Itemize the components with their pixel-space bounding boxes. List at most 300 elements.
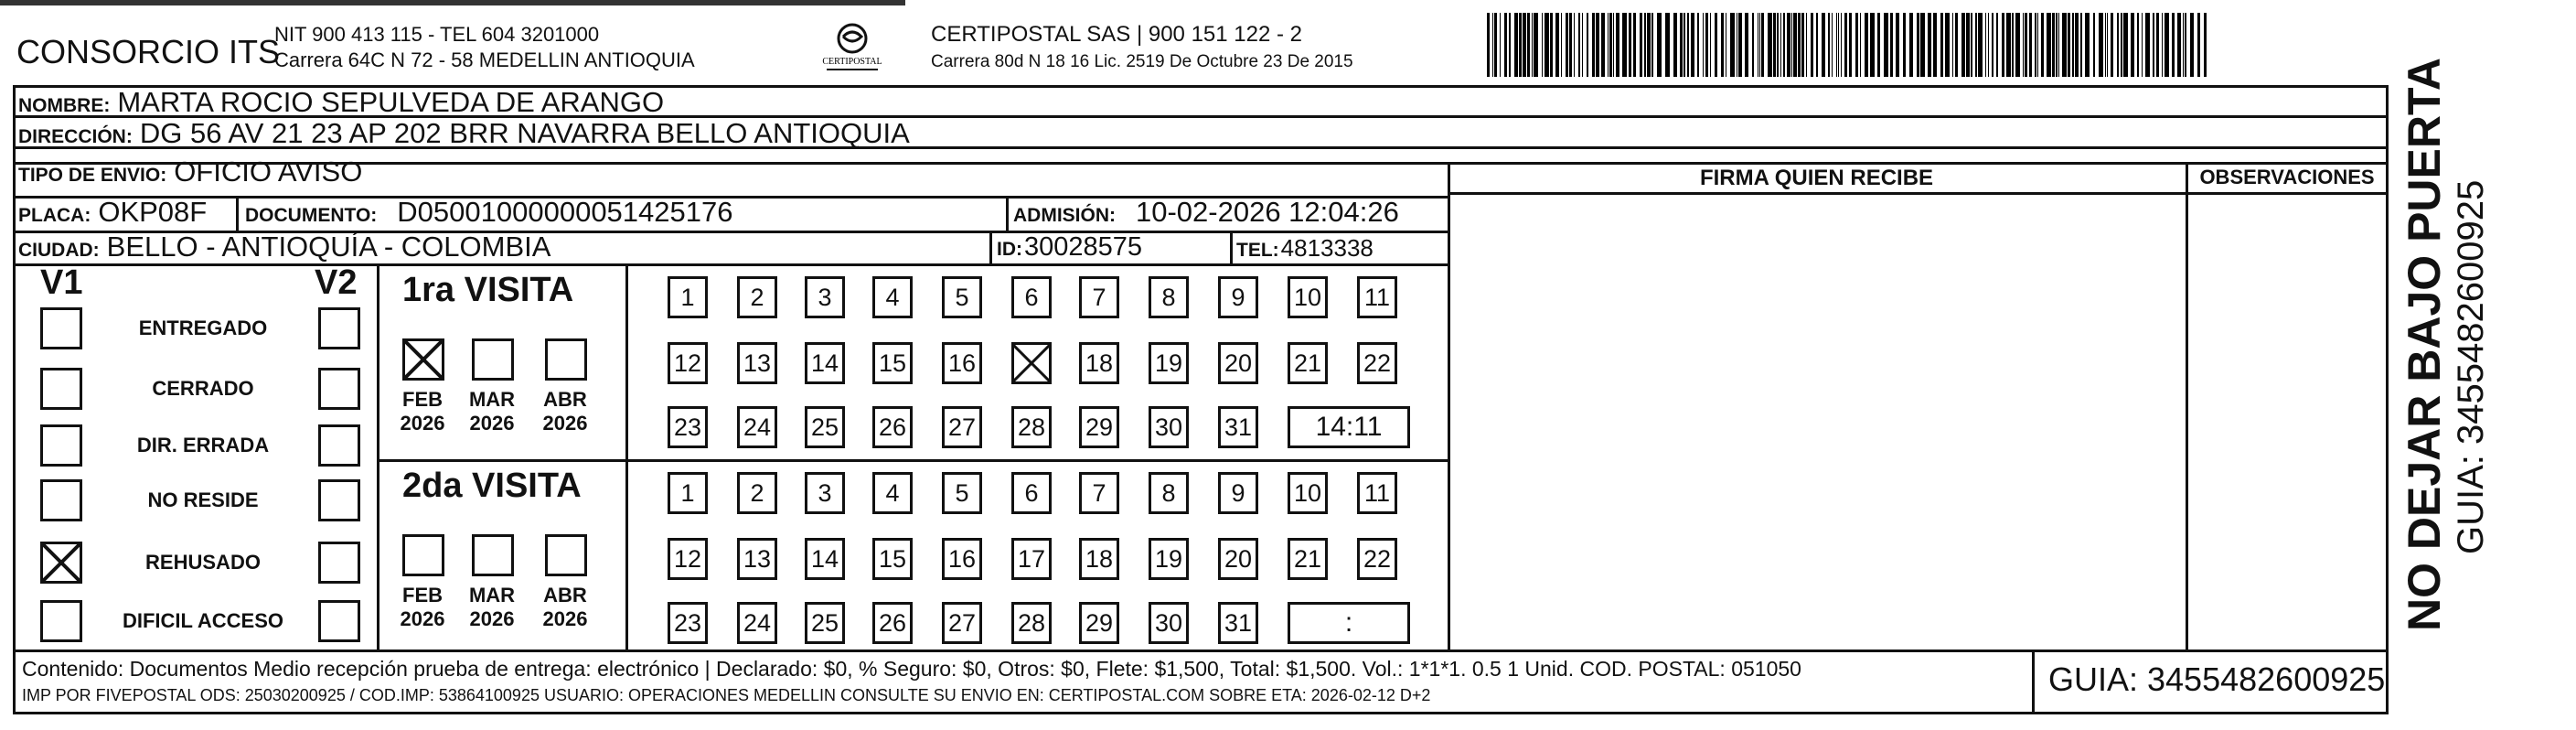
visit-day-box[interactable]: 30 [1149, 602, 1189, 644]
month-year: 2026 [400, 412, 445, 435]
recipient-address: DG 56 AV 21 23 AP 202 BRR NAVARRA BELLO ANTIOQUIA [139, 117, 910, 149]
divider [236, 196, 239, 231]
visit-title: 1ra VISITA [402, 271, 574, 309]
visit-month-checkbox[interactable] [545, 534, 587, 576]
barcode-bar [2131, 13, 2134, 77]
barcode-bar [2035, 13, 2036, 77]
visit-day-box[interactable]: 30 [1149, 406, 1189, 448]
visit-day-box[interactable]: 1 [668, 472, 708, 514]
svg-text:CERTIPOSTAL: CERTIPOSTAL [822, 57, 882, 67]
barcode-bar [1822, 13, 1825, 77]
barcode-bar [1985, 13, 1986, 77]
visit-day-box[interactable]: 13 [737, 538, 777, 580]
visit-day-box[interactable]: 8 [1149, 472, 1189, 514]
barcode-bar [2105, 13, 2106, 77]
barcode-bar [1616, 13, 1619, 77]
type-label: TIPO DE ENVIO: [18, 165, 167, 186]
visit-day-box[interactable]: 28 [1011, 406, 1052, 448]
visit-day-box[interactable]: 31 [1218, 602, 1258, 644]
plate-row [18, 196, 207, 229]
id-row [997, 232, 1142, 263]
visit-day-box[interactable]: 7 [1079, 472, 1119, 514]
top-rule [0, 0, 905, 5]
barcode-bar [1542, 13, 1543, 77]
barcode-bar [1578, 13, 1580, 77]
barcode-bar [2072, 13, 2074, 77]
visit-day-box[interactable]: 5 [942, 276, 982, 318]
barcode-bar [1561, 13, 1562, 77]
recipient-name: MARTA ROCIO SEPULVEDA DE ARANGO [117, 86, 665, 118]
barcode-bar [1849, 13, 1852, 77]
signature-area[interactable] [1451, 196, 2183, 648]
admission-row [1013, 196, 1399, 229]
visit-month-label [465, 388, 519, 435]
barcode [1487, 13, 2209, 77]
barcode-bar [2002, 13, 2004, 77]
visit-day-box[interactable]: 22 [1357, 538, 1397, 580]
city-label: CIUDAD: [18, 240, 100, 261]
visit-day-box[interactable]: 11 [1357, 472, 1397, 514]
barcode-bar [1492, 13, 1493, 77]
barcode-bar [1680, 13, 1683, 77]
visit-day-box[interactable]: 15 [872, 342, 913, 384]
barcode-bar [1608, 13, 1609, 77]
month-year: 2026 [400, 607, 445, 630]
barcode-bar [1555, 13, 1559, 77]
barcode-bar [1644, 13, 1646, 77]
divider [377, 263, 379, 649]
barcode-bar [2172, 13, 2175, 77]
footer-guia: GUIA: 3455482600925 [2048, 660, 2386, 698]
visit-month-label [538, 388, 593, 435]
barcode-bar [2062, 13, 2067, 77]
plate-label: PLACA: [18, 205, 91, 226]
barcode-bar [1783, 13, 1785, 77]
barcode-bar [1828, 13, 1830, 77]
plate: OKP08F [98, 196, 208, 228]
barcode-bar [2052, 13, 2055, 77]
divider [625, 263, 628, 649]
visit-day-box[interactable]: 5 [942, 472, 982, 514]
barcode-bar [1687, 13, 1689, 77]
status-v2-checkbox[interactable] [318, 479, 360, 521]
barcode-bar [2111, 13, 2113, 77]
barcode-bar [2099, 13, 2103, 77]
barcode-bar [1738, 13, 1742, 77]
barcode-bar [1988, 13, 1989, 77]
barcode-bar [2162, 13, 2163, 77]
status-label: ENTREGADO [138, 317, 268, 339]
barcode-bar [1715, 13, 1717, 77]
tel-row [1236, 234, 1374, 263]
barcode-bar [1550, 13, 1553, 77]
visit-day-box[interactable]: 27 [942, 602, 982, 644]
barcode-bar [2197, 13, 2200, 77]
month-year: 2026 [542, 412, 588, 435]
barcode-bar [1640, 13, 1642, 77]
recipient-id: 30028575 [1024, 232, 1143, 262]
visit-day-box[interactable]: 22 [1357, 342, 1397, 384]
visit-day-box[interactable]: 10 [1288, 276, 1328, 318]
barcode-bar [1920, 13, 1925, 77]
barcode-bar [1705, 13, 1708, 77]
barcode-bar [2075, 13, 2079, 77]
visit-day-box[interactable] [1011, 342, 1052, 384]
carrier-address: Carrera 80d N 18 16 Lic. 2519 De Octubre 23 De 2015 [931, 52, 1353, 71]
barcode-bar [1613, 13, 1614, 77]
visit-day-box[interactable]: 26 [872, 406, 913, 448]
visit-day-box[interactable]: 2 [737, 472, 777, 514]
barcode-bar [1884, 13, 1888, 77]
barcode-bar [1697, 13, 1699, 77]
barcode-bar [1494, 13, 1497, 77]
barcode-bar [1971, 13, 1972, 77]
barcode-bar [1633, 13, 1636, 77]
visit-day-box[interactable]: 12 [668, 342, 708, 384]
type-row [18, 156, 362, 188]
barcode-bar [1909, 13, 1913, 77]
observations-label: OBSERVACIONES [2199, 166, 2375, 188]
visit-day-box[interactable]: 12 [668, 538, 708, 580]
visit-day-box[interactable]: 31 [1218, 406, 1258, 448]
barcode-bar [1582, 13, 1583, 77]
barcode-bar [1730, 13, 1735, 77]
month-name: MAR [468, 584, 516, 607]
barcode-bar [1793, 13, 1797, 77]
month-name: ABR [543, 584, 587, 607]
barcode-bar [1487, 13, 1490, 77]
barcode-bar [1838, 13, 1839, 77]
visit-day-box[interactable]: 6 [1011, 472, 1052, 514]
visit-day-box[interactable]: 15 [872, 538, 913, 580]
month-year: 2026 [469, 412, 515, 435]
barcode-bar [2058, 13, 2059, 77]
barcode-bar [2190, 13, 2194, 77]
barcode-bar [1890, 13, 1893, 77]
visit-day-box[interactable]: 4 [872, 276, 913, 318]
barcode-bar [1622, 13, 1627, 77]
visit-day-box[interactable]: 29 [1079, 602, 1119, 644]
status-label: DIFICIL ACCESO [122, 609, 283, 632]
barcode-bar [1952, 13, 1953, 77]
barcode-bar [1773, 13, 1776, 77]
side-text [2398, 9, 2544, 631]
divider [13, 263, 1450, 266]
status-label: DIR. ERRADA [136, 434, 270, 456]
barcode-bar [1703, 13, 1704, 77]
barcode-bar [2177, 13, 2181, 77]
barcode-bar [2142, 13, 2143, 77]
month-year: 2026 [469, 607, 515, 630]
visit-day-box[interactable]: 13 [737, 342, 777, 384]
barcode-bar [1566, 13, 1568, 77]
barcode-bar [1532, 13, 1533, 77]
status-v2-checkbox[interactable] [318, 307, 360, 349]
barcode-bar [1647, 13, 1651, 77]
visit-day-box[interactable]: 29 [1079, 406, 1119, 448]
barcode-bar [2080, 13, 2082, 77]
footer-content: Contenido: Documentos Medio recepción prueba de entrega: electrónico | Declarado: $0, % Seguro: $0, Otros: $0, Flete: $1,500, Total: $1,500. Vol.: 1*1*1. 0.5 1 Unid. COD. POSTAL: 051050 [22, 657, 1801, 681]
barcode-bar [1865, 13, 1868, 77]
barcode-bar [1534, 13, 1538, 77]
city: BELLO - ANTIOQUÍA - COLOMBIA [106, 231, 551, 263]
visit-month-label [395, 388, 450, 435]
company-address: Carrera 64C N 72 - 58 MEDELLIN ANTIOQUIA [274, 48, 695, 71]
barcode-bar [1777, 13, 1779, 77]
barcode-bar [1961, 13, 1965, 77]
barcode-bar [1928, 13, 1931, 77]
barcode-bar [1801, 13, 1804, 77]
divider [1448, 192, 2389, 195]
visit-day-box[interactable]: 8 [1149, 276, 1189, 318]
visit-month-label [465, 584, 519, 631]
visit-time[interactable]: 14:11 [1288, 406, 1410, 448]
barcode-bar [1745, 13, 1748, 77]
visit-time[interactable]: : [1288, 602, 1410, 644]
barcode-bar [1657, 13, 1662, 77]
barcode-bar [1917, 13, 1919, 77]
admission-label: ADMISIÓN: [1013, 205, 1116, 226]
divider [1006, 196, 1009, 231]
visit-month-checkbox[interactable] [402, 534, 444, 576]
visit-month-label [395, 584, 450, 631]
visit-day-box[interactable]: 7 [1079, 276, 1119, 318]
visit-day-box[interactable]: 19 [1149, 342, 1189, 384]
barcode-bar [2056, 13, 2058, 77]
barcode-bar [2015, 13, 2020, 77]
visit-day-box[interactable]: 11 [1357, 276, 1397, 318]
document-row [245, 196, 732, 229]
visit-day-box[interactable]: 26 [872, 602, 913, 644]
visit-day-box[interactable]: 21 [1288, 342, 1328, 384]
status-v2-checkbox[interactable] [318, 600, 360, 642]
visit-month-checkbox[interactable] [545, 338, 587, 381]
visit-day-box[interactable]: 23 [668, 602, 708, 644]
barcode-bar [1545, 13, 1549, 77]
visit-day-box[interactable]: 18 [1079, 342, 1119, 384]
barcode-bar [1816, 13, 1818, 77]
barcode-bar [2068, 13, 2070, 77]
barcode-bar [1992, 13, 1993, 77]
barcode-bar [1665, 13, 1670, 77]
barcode-bar [1855, 13, 1858, 77]
barcode-bar [1504, 13, 1507, 77]
barcode-bar [1601, 13, 1605, 77]
visit-day-box[interactable]: 24 [737, 602, 777, 644]
shipment-type: OFICIO AVISO [174, 156, 363, 188]
status-v1-checkbox[interactable] [40, 600, 82, 642]
barcode-bar [2183, 13, 2184, 77]
divider [1448, 162, 1450, 649]
address-row [18, 117, 910, 150]
company-name: CONSORCIO ITS [16, 33, 281, 70]
barcode-bar [2123, 13, 2128, 77]
recipient-tel: 4813338 [1280, 234, 1374, 262]
barcode-bar [2145, 13, 2150, 77]
visit-day-box[interactable]: 16 [942, 342, 982, 384]
barcode-bar [2093, 13, 2095, 77]
divider [1230, 231, 1233, 263]
visit-day-box[interactable]: 25 [805, 602, 845, 644]
admission-date: 10-02-2026 12:04:26 [1136, 196, 1399, 228]
visit-day-box[interactable]: 14 [805, 538, 845, 580]
visit-title: 2da VISITA [402, 467, 582, 505]
barcode-bar [2137, 13, 2139, 77]
barcode-bar [1841, 13, 1842, 77]
visit-day-box[interactable]: 3 [805, 472, 845, 514]
visit-day-box[interactable]: 20 [1218, 342, 1258, 384]
visit-day-box[interactable]: 27 [942, 406, 982, 448]
barcode-bar [2047, 13, 2051, 77]
barcode-bar [1514, 13, 1518, 77]
status-v1-checkbox[interactable] [40, 307, 82, 349]
barcode-bar [1791, 13, 1792, 77]
visit-month-checkbox[interactable] [472, 338, 514, 381]
barcode-bar [1975, 13, 1977, 77]
visit-month-checkbox[interactable] [472, 534, 514, 576]
status-label: REHUSADO [145, 551, 261, 574]
barcode-bar [1798, 13, 1801, 77]
divider [2032, 649, 2035, 714]
barcode-bar [2107, 13, 2108, 77]
visit-day-box[interactable]: 1 [668, 276, 708, 318]
barcode-bar [1673, 13, 1677, 77]
status-v2-checkbox[interactable] [318, 424, 360, 467]
status-v2-checkbox[interactable] [318, 542, 360, 584]
visit-day-box[interactable]: 25 [805, 406, 845, 448]
barcode-bar [2037, 13, 2038, 77]
status-label: NO RESIDE [147, 488, 259, 511]
barcode-bar [1836, 13, 1837, 77]
visit-day-box[interactable]: 9 [1218, 276, 1258, 318]
status-v1-checkbox[interactable] [40, 368, 82, 410]
divider [989, 231, 992, 263]
barcode-bar [2156, 13, 2159, 77]
month-name: MAR [468, 388, 516, 411]
barcode-bar [1903, 13, 1906, 77]
month-name: FEB [402, 388, 443, 411]
visit-day-box[interactable]: 17 [1011, 538, 1052, 580]
barcode-bar [1768, 13, 1772, 77]
month-year: 2026 [542, 607, 588, 630]
barcode-bar [2121, 13, 2122, 77]
visit-day-box[interactable]: 10 [1288, 472, 1328, 514]
barcode-bar [1860, 13, 1861, 77]
barcode-bar [1569, 13, 1572, 77]
divider [377, 459, 1448, 462]
status-v1-checkbox[interactable] [40, 479, 82, 521]
barcode-bar [1870, 13, 1875, 77]
certipostal-logo [808, 20, 896, 73]
do-not-leave-under-door: NO DEJAR BAJO PUERTA [2399, 58, 2450, 631]
id-label: ID: [997, 239, 1022, 260]
month-name: FEB [402, 584, 443, 607]
barcode-bar [1806, 13, 1807, 77]
barcode-bar [1811, 13, 1813, 77]
visit-day-box[interactable]: 19 [1149, 538, 1189, 580]
visit-day-box[interactable]: 20 [1218, 538, 1258, 580]
barcode-bar [2204, 13, 2207, 77]
name-label: NOMBRE: [18, 95, 111, 116]
visit-day-box[interactable]: 16 [942, 538, 982, 580]
barcode-bar [2012, 13, 2014, 77]
barcode-bar [1844, 13, 1847, 77]
barcode-bar [1592, 13, 1595, 77]
tel-label: TEL: [1236, 240, 1279, 261]
barcode-bar [1721, 13, 1724, 77]
carrier-name: CERTIPOSTAL SAS | 900 151 122 - 2 [931, 22, 1302, 47]
name-row [18, 86, 664, 119]
barcode-bar [1780, 13, 1781, 77]
barcode-bar [1896, 13, 1899, 77]
barcode-bar [2185, 13, 2186, 77]
document-number: D05001000000051425176 [397, 196, 733, 228]
barcode-bar [1933, 13, 1937, 77]
barcode-bar [1683, 13, 1685, 77]
signature-label: FIRMA QUIEN RECIBE [1699, 166, 1934, 190]
status-v1-checkbox[interactable] [40, 542, 82, 584]
barcode-bar [1759, 13, 1760, 77]
barcode-bar [2117, 13, 2119, 77]
barcode-bar [2025, 13, 2027, 77]
visit-day-box[interactable]: 18 [1079, 538, 1119, 580]
barcode-bar [1710, 13, 1711, 77]
visit-day-box[interactable]: 4 [872, 472, 913, 514]
barcode-bar [2023, 13, 2024, 77]
visit-day-box[interactable]: 9 [1218, 472, 1258, 514]
observations-area[interactable] [2189, 196, 2384, 648]
divider [13, 162, 2389, 165]
visit-day-box[interactable]: 21 [1288, 538, 1328, 580]
visit-day-box[interactable]: 14 [805, 342, 845, 384]
barcode-bar [1509, 13, 1511, 77]
barcode-bar [1832, 13, 1833, 77]
address-label: DIRECCIÓN: [18, 126, 133, 147]
status-v2-checkbox[interactable] [318, 368, 360, 410]
visit-day-box[interactable]: 24 [737, 406, 777, 448]
visit-day-box[interactable]: 2 [737, 276, 777, 318]
company-nit: NIT 900 413 115 - TEL 604 3201000 [274, 23, 600, 46]
barcode-bar [2153, 13, 2154, 77]
barcode-bar [1940, 13, 1943, 77]
status-label: CERRADO [152, 377, 254, 400]
barcode-bar [1955, 13, 1958, 77]
footer-print-info: IMP POR FIVEPOSTAL ODS: 25030200925 / COD.IMP: 53864100925 USUARIO: OPERACIONES MEDELLIN CONSULTE SU ENVIO EN: CERTIPOSTAL.COM SOBRE ETA: 2026-02-12 D+2 [22, 686, 1431, 704]
visit-month-checkbox[interactable] [402, 338, 444, 381]
barcode-bar [1691, 13, 1694, 77]
divider [2186, 162, 2188, 649]
barcode-bar [1574, 13, 1575, 77]
barcode-bar [1523, 13, 1526, 77]
visit-day-box[interactable]: 6 [1011, 276, 1052, 318]
status-v1-checkbox[interactable] [40, 424, 82, 467]
barcode-bar [1596, 13, 1599, 77]
visit-day-box[interactable]: 28 [1011, 602, 1052, 644]
barcode-bar [2164, 13, 2169, 77]
barcode-bar [1945, 13, 1950, 77]
visit-day-box[interactable]: 3 [805, 276, 845, 318]
barcode-bar [2041, 13, 2044, 77]
barcode-bar [2029, 13, 2032, 77]
barcode-bar [1877, 13, 1880, 77]
doc-label: DOCUMENTO: [245, 205, 378, 226]
city-row [18, 231, 550, 263]
side-guia: GUIA: 3455482600925 [2451, 179, 2491, 554]
visit-day-box[interactable]: 23 [668, 406, 708, 448]
barcode-bar [1651, 13, 1653, 77]
barcode-bar [1761, 13, 1764, 77]
barcode-bar [1978, 13, 1983, 77]
